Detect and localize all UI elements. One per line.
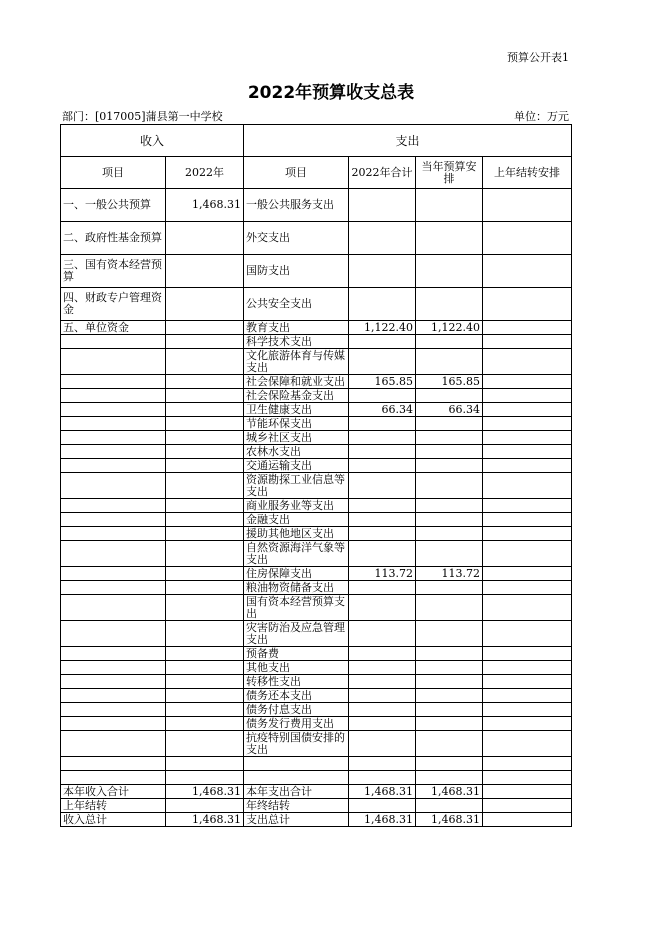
expense-current-cell bbox=[416, 689, 483, 703]
income-value-cell bbox=[166, 595, 244, 621]
expense-carry-cell bbox=[483, 581, 572, 595]
expense-carry-cell bbox=[483, 335, 572, 349]
expense-total-cell bbox=[349, 527, 416, 541]
income-item-cell bbox=[61, 647, 166, 661]
expense-carry-cell bbox=[483, 771, 572, 785]
expense-current-cell: 165.85 bbox=[416, 375, 483, 389]
expense-current-cell bbox=[416, 417, 483, 431]
expense-total-cell: 113.72 bbox=[349, 567, 416, 581]
header-row-sub bbox=[61, 157, 572, 189]
income-item-cell bbox=[61, 445, 166, 459]
expense-item-cell: 农林水支出 bbox=[244, 445, 349, 459]
expense-carry-cell bbox=[483, 757, 572, 771]
income-2022-header: 2022年 bbox=[166, 157, 244, 189]
expense-total-cell bbox=[349, 581, 416, 595]
expense-item-cell: 交通运输支出 bbox=[244, 459, 349, 473]
expense-carry-cell bbox=[483, 255, 572, 288]
income-value-cell bbox=[166, 321, 244, 335]
income-item-cell: 四、财政专户管理资金 bbox=[61, 288, 166, 321]
expense-item-cell: 自然资源海洋气象等支出 bbox=[244, 541, 349, 567]
income-value-cell bbox=[166, 222, 244, 255]
income-value-cell: 1,468.31 bbox=[166, 785, 244, 799]
expense-item-cell: 年终结转 bbox=[244, 799, 349, 813]
table-row bbox=[61, 513, 572, 527]
income-value-cell bbox=[166, 335, 244, 349]
income-item-cell: 本年收入合计 bbox=[61, 785, 166, 799]
expense-total-cell bbox=[349, 621, 416, 647]
income-item-cell: 收入总计 bbox=[61, 813, 166, 827]
table-row bbox=[61, 731, 572, 757]
income-item-cell bbox=[61, 771, 166, 785]
expense-carry-cell bbox=[483, 675, 572, 689]
expense-carry-cell bbox=[483, 431, 572, 445]
table-row bbox=[61, 647, 572, 661]
expense-current-cell bbox=[416, 799, 483, 813]
expense-total-cell bbox=[349, 689, 416, 703]
table-row bbox=[61, 189, 572, 222]
table-row bbox=[61, 499, 572, 513]
table-row bbox=[61, 473, 572, 499]
expense-carry-cell bbox=[483, 417, 572, 431]
income-item-cell: 五、单位资金 bbox=[61, 321, 166, 335]
expense-item-cell: 金融支出 bbox=[244, 513, 349, 527]
income-item-cell bbox=[61, 757, 166, 771]
expense-item-cell: 支出总计 bbox=[244, 813, 349, 827]
income-value-cell bbox=[166, 757, 244, 771]
expense-carry-cell bbox=[483, 513, 572, 527]
expense-item-cell: 其他支出 bbox=[244, 661, 349, 675]
income-item-cell bbox=[61, 459, 166, 473]
expense-item-cell: 社会保险基金支出 bbox=[244, 389, 349, 403]
expense-carry-cell bbox=[483, 288, 572, 321]
expense-total-cell bbox=[349, 222, 416, 255]
expense-total-cell bbox=[349, 189, 416, 222]
expense-total-cell: 1,468.31 bbox=[349, 813, 416, 827]
expense-carry-cell bbox=[483, 527, 572, 541]
expense-item-cell: 商业服务业等支出 bbox=[244, 499, 349, 513]
expense-item-cell: 援助其他地区支出 bbox=[244, 527, 349, 541]
expense-current-cell bbox=[416, 595, 483, 621]
expense-item-cell: 卫生健康支出 bbox=[244, 403, 349, 417]
table-row bbox=[61, 389, 572, 403]
income-item-cell bbox=[61, 731, 166, 757]
expense-carry-cell bbox=[483, 621, 572, 647]
expense-current-cell bbox=[416, 527, 483, 541]
expense-current-cell bbox=[416, 431, 483, 445]
expense-total-cell bbox=[349, 288, 416, 321]
expense-item-cell: 预备费 bbox=[244, 647, 349, 661]
expense-total-cell bbox=[349, 757, 416, 771]
income-value-cell bbox=[166, 527, 244, 541]
income-item-cell bbox=[61, 541, 166, 567]
table-row bbox=[61, 581, 572, 595]
expense-item-cell bbox=[244, 757, 349, 771]
expense-carry-cell bbox=[483, 321, 572, 335]
expense-carry-cell bbox=[483, 459, 572, 473]
income-value-cell bbox=[166, 513, 244, 527]
income-value-cell bbox=[166, 661, 244, 675]
expense-current-cell bbox=[416, 445, 483, 459]
income-item-cell bbox=[61, 581, 166, 595]
expense-item-cell: 一般公共服务支出 bbox=[244, 189, 349, 222]
department-label: 部门：[017005]蒲县第一中学校 bbox=[62, 110, 223, 123]
expense-total-cell bbox=[349, 675, 416, 689]
table-row bbox=[61, 813, 572, 827]
expense-total-cell bbox=[349, 595, 416, 621]
expense-item-cell: 国防支出 bbox=[244, 255, 349, 288]
expense-carry-cell bbox=[483, 661, 572, 675]
table-row bbox=[61, 799, 572, 813]
expense-total-cell bbox=[349, 799, 416, 813]
expense-item-cell: 节能环保支出 bbox=[244, 417, 349, 431]
expense-item-cell: 资源勘探工业信息等支出 bbox=[244, 473, 349, 499]
expense-current-cell bbox=[416, 189, 483, 222]
expense-carry-cell bbox=[483, 717, 572, 731]
income-value-cell bbox=[166, 445, 244, 459]
expense-item-cell: 转移性支出 bbox=[244, 675, 349, 689]
income-value-cell: 1,468.31 bbox=[166, 813, 244, 827]
table-row bbox=[61, 717, 572, 731]
expense-current-cell bbox=[416, 513, 483, 527]
expense-current-cell: 1,468.31 bbox=[416, 785, 483, 799]
expense-total-cell bbox=[349, 445, 416, 459]
expense-total-cell bbox=[349, 703, 416, 717]
income-item-cell bbox=[61, 717, 166, 731]
income-item-cell bbox=[61, 595, 166, 621]
income-item-cell bbox=[61, 417, 166, 431]
expense-current-cell bbox=[416, 757, 483, 771]
expense-item-cell: 住房保障支出 bbox=[244, 567, 349, 581]
expense-carry-cell bbox=[483, 689, 572, 703]
income-item-cell bbox=[61, 389, 166, 403]
expense-current-header: 当年预算安排 bbox=[416, 157, 483, 189]
expense-total-cell: 1,468.31 bbox=[349, 785, 416, 799]
income-value-cell bbox=[166, 459, 244, 473]
table-row bbox=[61, 675, 572, 689]
expense-total-cell bbox=[349, 255, 416, 288]
expense-item-cell: 粮油物资储备支出 bbox=[244, 581, 349, 595]
income-item-cell bbox=[61, 473, 166, 499]
unit-label: 单位：万元 bbox=[514, 110, 569, 123]
expense-total-cell bbox=[349, 647, 416, 661]
expense-current-cell bbox=[416, 473, 483, 499]
income-value-cell bbox=[166, 431, 244, 445]
expense-carry-cell bbox=[483, 595, 572, 621]
table-row bbox=[61, 349, 572, 375]
table-row bbox=[61, 222, 572, 255]
expense-carry-cell bbox=[483, 541, 572, 567]
expense-current-cell bbox=[416, 581, 483, 595]
income-value-cell bbox=[166, 403, 244, 417]
income-value-cell bbox=[166, 621, 244, 647]
income-value-cell bbox=[166, 567, 244, 581]
income-value-cell bbox=[166, 255, 244, 288]
expense-carry-header: 上年结转安排 bbox=[483, 157, 572, 189]
expense-current-cell: 1,468.31 bbox=[416, 813, 483, 827]
income-value-cell bbox=[166, 499, 244, 513]
table-row bbox=[61, 527, 572, 541]
expense-total-cell bbox=[349, 513, 416, 527]
income-item-cell bbox=[61, 527, 166, 541]
income-item-cell: 上年结转 bbox=[61, 799, 166, 813]
income-item-cell: 三、国有资本经营预算 bbox=[61, 255, 166, 288]
income-item-cell bbox=[61, 513, 166, 527]
expense-current-cell: 1,122.40 bbox=[416, 321, 483, 335]
expense-current-cell bbox=[416, 621, 483, 647]
table-row bbox=[61, 689, 572, 703]
table-row bbox=[61, 595, 572, 621]
expense-item-cell: 国有资本经营预算支出 bbox=[244, 595, 349, 621]
expense-header: 支出 bbox=[244, 125, 572, 157]
expense-total-cell bbox=[349, 541, 416, 567]
expense-current-cell bbox=[416, 771, 483, 785]
table-row bbox=[61, 459, 572, 473]
expense-item-cell: 文化旅游体育与传媒支出 bbox=[244, 349, 349, 375]
expense-total-header: 2022年合计 bbox=[349, 157, 416, 189]
expense-current-cell: 66.34 bbox=[416, 403, 483, 417]
expense-current-cell bbox=[416, 731, 483, 757]
expense-item-cell: 科学技术支出 bbox=[244, 335, 349, 349]
income-value-cell bbox=[166, 731, 244, 757]
table-row bbox=[61, 288, 572, 321]
income-value-cell bbox=[166, 799, 244, 813]
income-header: 收入 bbox=[61, 125, 244, 157]
expense-current-cell bbox=[416, 222, 483, 255]
expense-current-cell: 113.72 bbox=[416, 567, 483, 581]
table-row bbox=[61, 567, 572, 581]
expense-carry-cell bbox=[483, 813, 572, 827]
expense-total-cell bbox=[349, 771, 416, 785]
expense-item-header: 项目 bbox=[244, 157, 349, 189]
expense-carry-cell bbox=[483, 222, 572, 255]
expense-current-cell bbox=[416, 675, 483, 689]
table-row bbox=[61, 621, 572, 647]
expense-item-cell: 公共安全支出 bbox=[244, 288, 349, 321]
income-value-cell bbox=[166, 581, 244, 595]
income-value-cell bbox=[166, 349, 244, 375]
expense-item-cell: 债务发行费用支出 bbox=[244, 717, 349, 731]
table-number-label: 预算公开表1 bbox=[507, 51, 569, 64]
table-row bbox=[61, 703, 572, 717]
expense-current-cell bbox=[416, 335, 483, 349]
expense-current-cell bbox=[416, 661, 483, 675]
expense-total-cell: 1,122.40 bbox=[349, 321, 416, 335]
income-item-header: 项目 bbox=[61, 157, 166, 189]
expense-total-cell: 165.85 bbox=[349, 375, 416, 389]
income-item-cell bbox=[61, 431, 166, 445]
expense-total-cell bbox=[349, 417, 416, 431]
expense-carry-cell bbox=[483, 731, 572, 757]
income-item-cell bbox=[61, 335, 166, 349]
expense-carry-cell bbox=[483, 703, 572, 717]
income-value-cell bbox=[166, 389, 244, 403]
expense-current-cell bbox=[416, 717, 483, 731]
income-item-cell bbox=[61, 375, 166, 389]
income-value-cell bbox=[166, 541, 244, 567]
expense-carry-cell bbox=[483, 349, 572, 375]
expense-current-cell bbox=[416, 647, 483, 661]
income-value-cell bbox=[166, 647, 244, 661]
income-item-cell bbox=[61, 499, 166, 513]
expense-carry-cell bbox=[483, 499, 572, 513]
income-item-cell bbox=[61, 403, 166, 417]
table-row bbox=[61, 417, 572, 431]
table-row bbox=[61, 431, 572, 445]
expense-total-cell bbox=[349, 349, 416, 375]
expense-total-cell bbox=[349, 661, 416, 675]
expense-current-cell bbox=[416, 499, 483, 513]
income-value-cell bbox=[166, 473, 244, 499]
expense-current-cell bbox=[416, 389, 483, 403]
table-row bbox=[61, 757, 572, 771]
expense-item-cell: 抗疫特别国债安排的支出 bbox=[244, 731, 349, 757]
expense-total-cell: 66.34 bbox=[349, 403, 416, 417]
income-value-cell bbox=[166, 288, 244, 321]
table-row bbox=[61, 321, 572, 335]
income-value-cell: 1,468.31 bbox=[166, 189, 244, 222]
table-row bbox=[61, 255, 572, 288]
expense-item-cell: 城乡社区支出 bbox=[244, 431, 349, 445]
expense-total-cell bbox=[349, 459, 416, 473]
table-row bbox=[61, 403, 572, 417]
income-item-cell bbox=[61, 675, 166, 689]
expense-carry-cell bbox=[483, 403, 572, 417]
expense-carry-cell bbox=[483, 647, 572, 661]
table-row bbox=[61, 541, 572, 567]
expense-carry-cell bbox=[483, 473, 572, 499]
expense-current-cell bbox=[416, 541, 483, 567]
expense-carry-cell bbox=[483, 567, 572, 581]
expense-item-cell: 债务付息支出 bbox=[244, 703, 349, 717]
expense-carry-cell bbox=[483, 375, 572, 389]
expense-carry-cell bbox=[483, 189, 572, 222]
expense-total-cell bbox=[349, 473, 416, 499]
expense-current-cell bbox=[416, 288, 483, 321]
table-row bbox=[61, 661, 572, 675]
income-item-cell bbox=[61, 661, 166, 675]
expense-carry-cell bbox=[483, 389, 572, 403]
expense-current-cell bbox=[416, 703, 483, 717]
table-row bbox=[61, 445, 572, 459]
expense-total-cell bbox=[349, 731, 416, 757]
expense-total-cell bbox=[349, 717, 416, 731]
expense-total-cell bbox=[349, 389, 416, 403]
income-value-cell bbox=[166, 703, 244, 717]
table-row bbox=[61, 375, 572, 389]
expense-item-cell: 外交支出 bbox=[244, 222, 349, 255]
expense-item-cell bbox=[244, 771, 349, 785]
income-item-cell bbox=[61, 349, 166, 375]
header-row-top bbox=[61, 125, 572, 157]
income-value-cell bbox=[166, 717, 244, 731]
expense-carry-cell bbox=[483, 445, 572, 459]
table-row bbox=[61, 771, 572, 785]
expense-carry-cell bbox=[483, 785, 572, 799]
expense-carry-cell bbox=[483, 799, 572, 813]
expense-item-cell: 本年支出合计 bbox=[244, 785, 349, 799]
income-value-cell bbox=[166, 417, 244, 431]
expense-item-cell: 灾害防治及应急管理支出 bbox=[244, 621, 349, 647]
income-item-cell bbox=[61, 703, 166, 717]
expense-item-cell: 教育支出 bbox=[244, 321, 349, 335]
income-value-cell bbox=[166, 375, 244, 389]
income-value-cell bbox=[166, 771, 244, 785]
income-value-cell bbox=[166, 689, 244, 703]
income-item-cell: 二、政府性基金预算 bbox=[61, 222, 166, 255]
expense-total-cell bbox=[349, 431, 416, 445]
income-item-cell: 一、一般公共预算 bbox=[61, 189, 166, 222]
income-item-cell bbox=[61, 621, 166, 647]
table-row bbox=[61, 785, 572, 799]
expense-item-cell: 社会保障和就业支出 bbox=[244, 375, 349, 389]
table-row bbox=[61, 335, 572, 349]
income-value-cell bbox=[166, 675, 244, 689]
expense-total-cell bbox=[349, 335, 416, 349]
expense-current-cell bbox=[416, 255, 483, 288]
budget-summary-table bbox=[60, 124, 572, 827]
income-item-cell bbox=[61, 689, 166, 703]
expense-current-cell bbox=[416, 349, 483, 375]
income-item-cell bbox=[61, 567, 166, 581]
page-title: 2022年预算收支总表 bbox=[247, 83, 415, 103]
expense-current-cell bbox=[416, 459, 483, 473]
expense-total-cell bbox=[349, 499, 416, 513]
expense-item-cell: 债务还本支出 bbox=[244, 689, 349, 703]
